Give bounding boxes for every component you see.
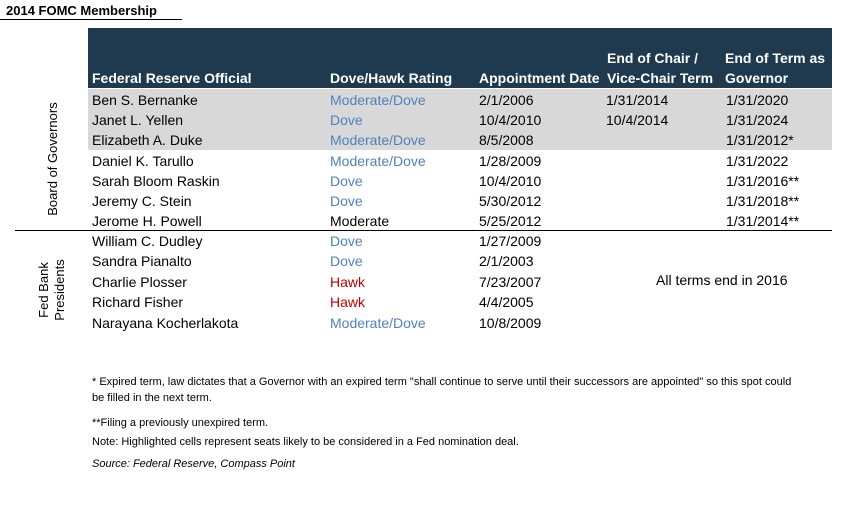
rating-value: Dove [330, 233, 363, 249]
governor-term-end: 1/31/2012* [726, 132, 794, 149]
footnote-unexpired: **Filing a previously unexpired term. [92, 417, 269, 429]
official-name: Jeremy C. Stein [92, 193, 192, 209]
governor-term-end: 1/31/2022 [726, 152, 789, 169]
table-row [88, 191, 832, 211]
rating-value: Hawk [330, 273, 366, 290]
header-chair-line1: End of Chair / [607, 50, 698, 66]
table-row [88, 130, 832, 150]
table-header [88, 28, 832, 88]
official-name: Narayana Kocherlakota [92, 314, 239, 331]
rating-value: Dove [330, 172, 363, 189]
rating-value: Moderate/Dove [330, 152, 426, 169]
header-official: Federal Reserve Official [92, 70, 252, 86]
appointment-date: 1/27/2009 [479, 233, 542, 249]
header-term-line1: End of Term as [725, 50, 826, 66]
section-label-presidents-line1: Fed Bank [36, 262, 51, 318]
table-row [88, 231, 832, 251]
footnote-source: Source: Federal Reserve, Compass Point [92, 458, 295, 470]
table-row [88, 90, 832, 110]
rating-value: Moderate [330, 213, 390, 230]
official-name: Sarah Bloom Raskin [92, 172, 220, 189]
official-name: Richard Fisher [92, 294, 184, 311]
appointment-date: 2/1/2006 [479, 92, 534, 108]
footnote-expired-line1: * Expired term, law dictates that a Governor with an expired term "shall continue to serve until their successors are appointed" so this spot could [92, 376, 792, 388]
governor-term-end: 1/31/2016** [726, 172, 800, 189]
appointment-date: 10/4/2010 [479, 112, 542, 129]
official-name: Charlie Plosser [92, 273, 187, 290]
appointment-date: 5/30/2012 [479, 193, 542, 209]
presidents-term-note: All terms end in 2016 [656, 272, 788, 288]
header-rating: Dove/Hawk Rating [330, 70, 453, 86]
chair-term-end: 1/31/2014 [606, 92, 669, 108]
section-divider [15, 230, 832, 231]
governor-term-end: 1/31/2020 [726, 92, 789, 108]
page-title: 2014 FOMC Membership [6, 3, 157, 18]
header-term-line2: Governor [725, 70, 789, 86]
official-name: Ben S. Bernanke [92, 92, 198, 108]
header-chair-line2: Vice-Chair Term [607, 70, 714, 86]
official-name: Sandra Pianalto [92, 253, 192, 270]
header-appointment: Appointment Date [479, 70, 600, 86]
table-row [88, 211, 832, 231]
rating-value: Dove [330, 253, 363, 270]
table-row [88, 171, 832, 191]
appointment-date: 1/28/2009 [479, 152, 542, 169]
appointment-date: 10/4/2010 [479, 172, 542, 189]
footnote-expired-line2: be filled in the next term. [92, 392, 212, 404]
appointment-date: 10/8/2009 [479, 314, 542, 331]
official-name: William C. Dudley [92, 233, 203, 249]
appointment-date: 8/5/2008 [479, 132, 534, 149]
appointment-date: 7/23/2007 [479, 273, 542, 290]
appointment-date: 5/25/2012 [479, 213, 542, 230]
table-row [88, 292, 832, 312]
chair-term-end: 10/4/2014 [606, 112, 669, 129]
governor-term-end: 1/31/2018** [726, 193, 800, 209]
rating-value: Dove [330, 112, 363, 129]
official-name: Jerome H. Powell [92, 213, 202, 230]
rating-value: Dove [330, 193, 363, 209]
table-row [88, 251, 832, 271]
section-label-presidents-line2: Presidents [52, 259, 67, 321]
title-underline [0, 19, 182, 20]
appointment-date: 4/4/2005 [479, 294, 534, 311]
table-row [88, 151, 832, 171]
rating-value: Hawk [330, 294, 366, 311]
official-name: Daniel K. Tarullo [92, 152, 194, 169]
footnote-note: Note: Highlighted cells represent seats likely to be considered in a Fed nomination deal. [92, 436, 519, 448]
official-name: Elizabeth A. Duke [92, 132, 203, 149]
appointment-date: 2/1/2003 [479, 253, 534, 270]
governor-term-end: 1/31/2014** [726, 213, 800, 230]
table-row [88, 110, 832, 130]
rating-value: Moderate/Dove [330, 132, 426, 149]
section-label-governors: Board of Governors [45, 102, 60, 216]
governor-term-end: 1/31/2024 [726, 112, 789, 129]
section-label-presidents [36, 245, 68, 335]
rating-value: Moderate/Dove [330, 314, 426, 331]
rating-value: Moderate/Dove [330, 92, 426, 108]
official-name: Janet L. Yellen [92, 112, 184, 129]
table-row [88, 313, 832, 333]
